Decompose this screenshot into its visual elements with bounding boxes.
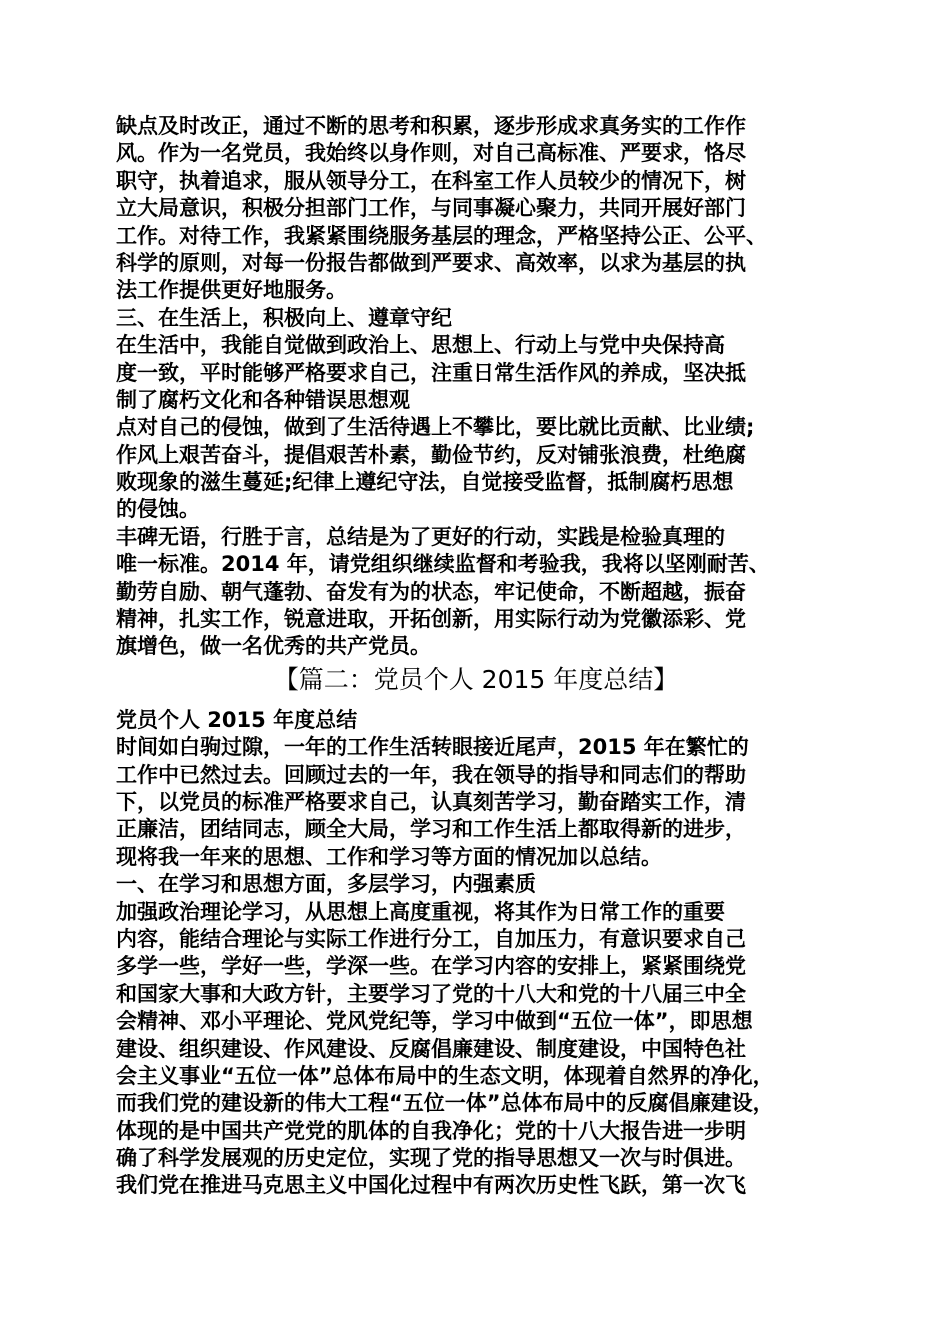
text-line: 风。作为一名党员，我始终以身作则，对自己高标准、严要求，恪尽 (116, 141, 746, 166)
text-line: 而我们党的建设新的伟大工程“五位一体”总体布局中的反腐倡廉建设， (116, 1091, 774, 1116)
part-two-heading: 【篇二：党员个人 2015 年度总结】 (273, 664, 679, 694)
text-line: 和国家大事和大政方针，主要学习了党的十八大和党的十八届三中全 (116, 981, 746, 1006)
text-line: 时间如白驹过隙，一年的工作生活转眼接近尾声，2015 年在繁忙的 (116, 735, 749, 760)
text-line: 加强政治理论学习，从思想上高度重视，将其作为日常工作的重要 (116, 899, 725, 924)
text-line: 会精神、邓小平理论、党风党纪等，学习中做到“五位一体”，即思想 (116, 1009, 753, 1034)
text-line: 建设、组织建设、作风建设、反腐倡廉建设、制度建设，中国特色社 (116, 1036, 746, 1061)
text-line: 确了科学发展观的历史定位，实现了党的指导思想又一次与时俱进。 (116, 1146, 746, 1171)
document-body (116, 113, 836, 1200)
section-two-text (116, 707, 836, 1200)
text-line: 体现的是中国共产党党的肌体的自我净化；党的十八大报告进一步明 (116, 1118, 746, 1143)
text-line: 一、在学习和思想方面，多层学习，内强素质 (116, 872, 536, 897)
text-line: 勤劳自励、朝气蓬勃、奋发有为的状态，牢记使命，不断超越，振奋 (116, 579, 746, 604)
text-line: 工作中已然过去。回顾过去的一年，我在领导的指导和同志们的帮助 (116, 762, 746, 787)
section-one-text (116, 113, 836, 661)
text-line: 三、在生活上，积极向上、遵章守纪 (116, 305, 452, 330)
text-line: 度一致，平时能够严格要求自己，注重日常生活作风的养成，坚决抵 (116, 360, 746, 385)
text-line: 职守，执着追求，服从领导分工，在科室工作人员较少的情况下，树 (116, 168, 746, 193)
text-line: 点对自己的侵蚀，做到了生活待遇上不攀比，要比就比贡献、比业绩; (116, 415, 755, 440)
text-line: 内容，能结合理论与实际工作进行分工，自加压力，有意识要求自己 (116, 926, 746, 951)
text-line: 立大局意识，积极分担部门工作，与同事凝心聚力，共同开展好部门 (116, 196, 746, 221)
text-line: 作风上艰苦奋斗，提倡艰苦朴素，勤俭节约，反对铺张浪费，杜绝腐 (116, 442, 746, 467)
text-line: 科学的原则，对每一份报告都做到严要求、高效率，以求为基层的执 (116, 250, 746, 275)
text-line: 丰碑无语，行胜于言，总结是为了更好的行动，实践是检验真理的 (116, 524, 725, 549)
text-line: 缺点及时改正，通过不断的思考和积累，逐步形成求真务实的工作作 (116, 114, 746, 138)
text-line: 败现象的滋生蔓延;纪律上遵纪守法，自觉接受监督，抵制腐朽思想 (116, 470, 734, 495)
text-line: 正廉洁，团结同志，顾全大局，学习和工作生活上都取得新的进步， (116, 817, 746, 842)
text-line: 的侵蚀。 (116, 497, 200, 522)
text-line: 旗增色，做一名优秀的共产党员。 (116, 634, 431, 659)
text-line: 我们党在推进马克思主义中国化过程中有两次历史性飞跃，第一次飞 (116, 1173, 746, 1198)
text-line: 多学一些，学好一些，学深一些。在学习内容的安排上，紧紧围绕党 (116, 954, 746, 979)
text-line: 法工作提供更好地服务。 (116, 278, 347, 303)
text-line: 唯一标准。2014 年，请党组织继续监督和考验我，我将以坚刚耐苦、 (116, 552, 770, 577)
text-line: 党员个人 2015 年度总结 (116, 707, 358, 732)
text-line: 在生活中，我能自觉做到政治上、思想上、行动上与党中央保持高 (116, 333, 725, 358)
text-line: 下，以党员的标准严格要求自己，认真刻苦学习，勤奋踏实工作，清 (116, 789, 746, 814)
text-line: 现将我一年来的思想、工作和学习等方面的情况加以总结。 (116, 844, 662, 869)
text-line: 工作。对待工作，我紧紧围绕服务基层的理念，严格坚持公正、公平、 (116, 223, 767, 248)
text-line: 会主义事业“五位一体”总体布局中的生态文明，体现着自然界的净化， (116, 1063, 774, 1088)
text-line: 制了腐朽文化和各种错误思想观 (116, 387, 410, 412)
text-line: 精神，扎实工作，锐意进取，开拓创新，用实际行动为党徽添彩、党 (116, 607, 746, 632)
